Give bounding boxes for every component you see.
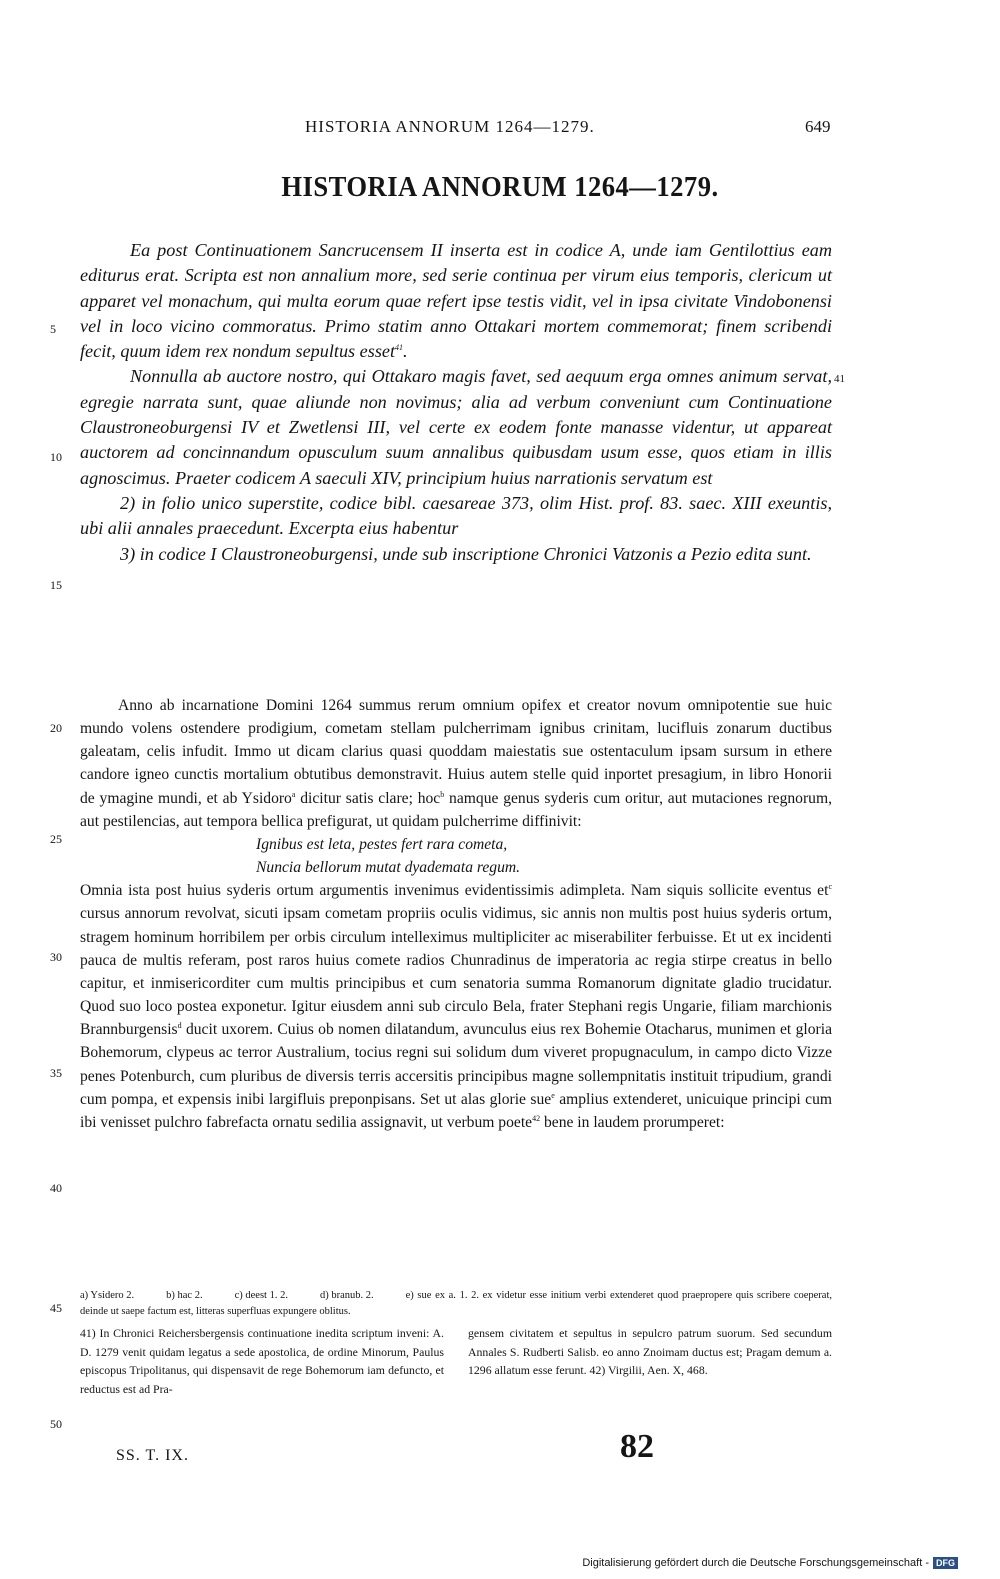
footnote-ref-42: 42: [532, 1113, 541, 1123]
sheet-number: 82: [620, 1428, 654, 1465]
line-number: 25: [50, 832, 62, 846]
line-number: 45: [50, 1301, 62, 1315]
margin-note: 41: [834, 373, 845, 385]
line-number: 10: [50, 450, 62, 464]
intro-paragraph-2: Nonnulla ab auctore nostro, qui Ottakaro magis favet, sed aequum erga omnes animum servat, egregie narrata sunt, quae aliunde non novimus; alia ad verbum conveniunt cum Continuatione Claustroneoburgensi IV et Zwetlensi III, vel certe ex eodem fonte manasse videntur, ut appareat auctorem ad concinnandum opusculum suum annalibus quibusdam usum esse, quos etiam in illis agnoscimus. Praeter codicem A saeculi XIV, principium huius narrationis servatum est: [80, 366, 832, 488]
variant-note-d: d) branub. 2.: [319, 1290, 374, 1301]
body-text: amplius extenderet, unicuique principi cum ibi venisset pulchro fabrefacta ornatu sedilia assignavit, ut verbum poete: [80, 1090, 832, 1131]
variant-ref: d: [177, 1021, 182, 1030]
body-text: namque genus syderis cum oritur, aut mutaciones regnorum, aut pestilencias, aut tempora bellica prefigurat, ut quidam pulcherrime diffinivit:: [80, 789, 832, 830]
variant-ref: a: [291, 789, 296, 799]
footnote-left: 41) In Chronici Reichersbergensis continuatione inedita scriptum inveni: A. D. 1279 venit quidam legatus a sede apostolica, de ordine Minorum, Paulus episcopus Tripolitanus, qui dispensavit de rege Bohemorum iam defuncto, et reductus est ad Pra-: [80, 1326, 444, 1396]
intro-paragraph-1-text: Ea post Continuationem Sancrucensem II inserta est in codice A, unde iam Gentilottius eam editurus erat. Scripta est non annalium more, sed serie continua per virum eius temporis, clericum ut apparet vel monachum, qui multa eorum quae refert ipse testis vidit, vel in ipsa civitate Vindobonensi vel in loco vicino commoratus. Primo statim anno Ottakari mortem commemorat; finem scribendi fecit, quum idem rex nondum sepultus esset: [80, 240, 832, 362]
body-text: Anno ab incarnatione Domini 1264 summus rerum omnium opifex et creator novum omnipotentie sue huic mundo volens ostendere prodigium, cometam stellam pulcherrimam ignibus crinitam, lucifluis zonarum ductibus galeatam, celis infudit. Immo ut dicam clarius quasi quoddam maiestatis sue ostentaculum ipsam sursum in ethere candore igneo cunctis mortalium obtutibus demonstravit. Huius autem stelle quid inportet presagium, in libro Honorii de ymagine mundi, et ab Ysidoro: [80, 697, 832, 807]
line-number: 15: [50, 578, 62, 592]
intro-paragraph-4: 3) in codice I Claustroneoburgensi, unde sub inscriptione Chronici Vatzonis a Pezio edita sunt.: [120, 543, 812, 564]
running-title: HISTORIA ANNORUM 1264—1279.: [305, 117, 595, 136]
variant-ref: c: [828, 882, 832, 892]
body-paragraph-2: [80, 879, 832, 1134]
footnotes: [80, 1324, 832, 1398]
body-text: bene in laudem prorumperet:: [540, 1113, 725, 1131]
intro-paragraph-1: Ea post Continuationem Sancrucensem II inserta est in codice A, unde iam Gentilottius eam editurus erat. Scripta est non annalium more, sed serie continua per virum eius temporis, clericum ut apparet vel monachum, qui multa eorum quae refert ipse testis vidit, vel in ipsa civitate Vindobonensi vel in loco vicino commoratus. Primo statim anno Ottakari mortem commemorat; finem scribendi fecit, quum idem rex nondum sepultus esset$^{41}$.: [80, 240, 832, 362]
signature-mark: SS. T. IX.: [116, 1447, 189, 1464]
variant-ref: b: [440, 789, 445, 799]
footnote-ref-41: 41: [395, 343, 404, 353]
intro-section: [80, 238, 832, 567]
verse-line-2: Nuncia bellorum mutat dyademata regum.: [256, 859, 521, 877]
digitization-notice: [582, 1557, 958, 1569]
digitization-text: Digitalisierung gefördert durch die Deutsche Forschungsgemeinschaft -: [582, 1557, 929, 1569]
line-number: 35: [50, 1066, 62, 1080]
body-text: ducit uxorem. Cuius ob nomen dilatandum, avunculus eius rex Bohemie Otacharus, munimen et gloria Bohemorum, clypeus ac terror Australium, tocius regni sui solidum dum viveret propugnaculum, in campo dicto Vizze penes Potenburch, cum pluribus de diversis terris accersitis principibus magne sollempnitatis instituit tripudium, grandi cum pompa, et expensis inibi largifluis preponpisans. Set ut alas glorie sue: [80, 1021, 832, 1108]
line-number: 20: [50, 721, 62, 735]
variant-note-b: b) hac 2.: [166, 1290, 203, 1301]
verse-line-1: Ignibus est leta, pestes fert rara cometa,: [256, 835, 508, 853]
main-text: [80, 694, 832, 1134]
line-number: 30: [50, 950, 62, 964]
line-number: 5: [50, 322, 56, 336]
intro-paragraph-3: 2) in folio unico superstite, codice bibl. caesareae 373, olim Hist. prof. 83. saec. XIII exeuntis, ubi alii annales praecedunt. Excerpta eius habentur: [80, 492, 832, 539]
variant-ref: e: [551, 1090, 555, 1100]
line-number: 50: [50, 1417, 62, 1431]
footnote-right: gensem civitatem et sepultus in sepulcro patrum suorum. Sed secundum Annales S. Rudberti Salisb. eo anno Znoimam ductus est; Pragam demum a. 1296 allatum esse ferunt. 42) Virgilii, Aen. X, 468.: [468, 1326, 832, 1378]
body-text: Omnia ista post huius syderis ortum argumentis invenimus evidentissimis adimpleta. Nam siquis sollicite eventus et: [80, 882, 829, 900]
line-number: 40: [50, 1181, 62, 1195]
body-paragraph-1: [80, 694, 832, 833]
variant-note-c: c) deest 1. 2.: [234, 1290, 288, 1301]
body-text: cursus annorum revolvat, sicuti ipsam cometam propriis oculis vidimus, sic annis non multis post huius syderis ortum, stragem hominum horribilem per orbis circulum intelleximus multipliciter ac miserabiliter ferbuisse. Et ut ex incidenti pauca de multis referam, post raros huius comete radios Chunradinus de imperatoria ac regia stirpe creatus in bello capitur, et inmisericorditer cum multis principibus et cum senatoria summa Romanorum dignitate gladio trucidatur. Quod suo loco postea exponetur. Igitur eiusdem anni sub circulo Bela, frater Stephani regis Ungarie, filiam marchionis Brannburgensis: [80, 905, 832, 1039]
page-number: 649: [805, 117, 831, 136]
variant-note-a: a) Ysidero 2.: [80, 1290, 135, 1301]
page-title: HISTORIA ANNORUM 1264—1279.: [281, 172, 719, 203]
body-text: dicitur satis clare; hoc: [295, 789, 441, 807]
variant-notes: [80, 1288, 832, 1320]
variant-note-e: e) sue ex a. 1. 2. ex videtur esse initium verbi extenderet quod praepropere quis scribere coeperat, deinde ut saepe factum est, litteras superfluas expungere oblitus.: [80, 1290, 832, 1317]
dfg-logo: DFG: [933, 1557, 958, 1569]
